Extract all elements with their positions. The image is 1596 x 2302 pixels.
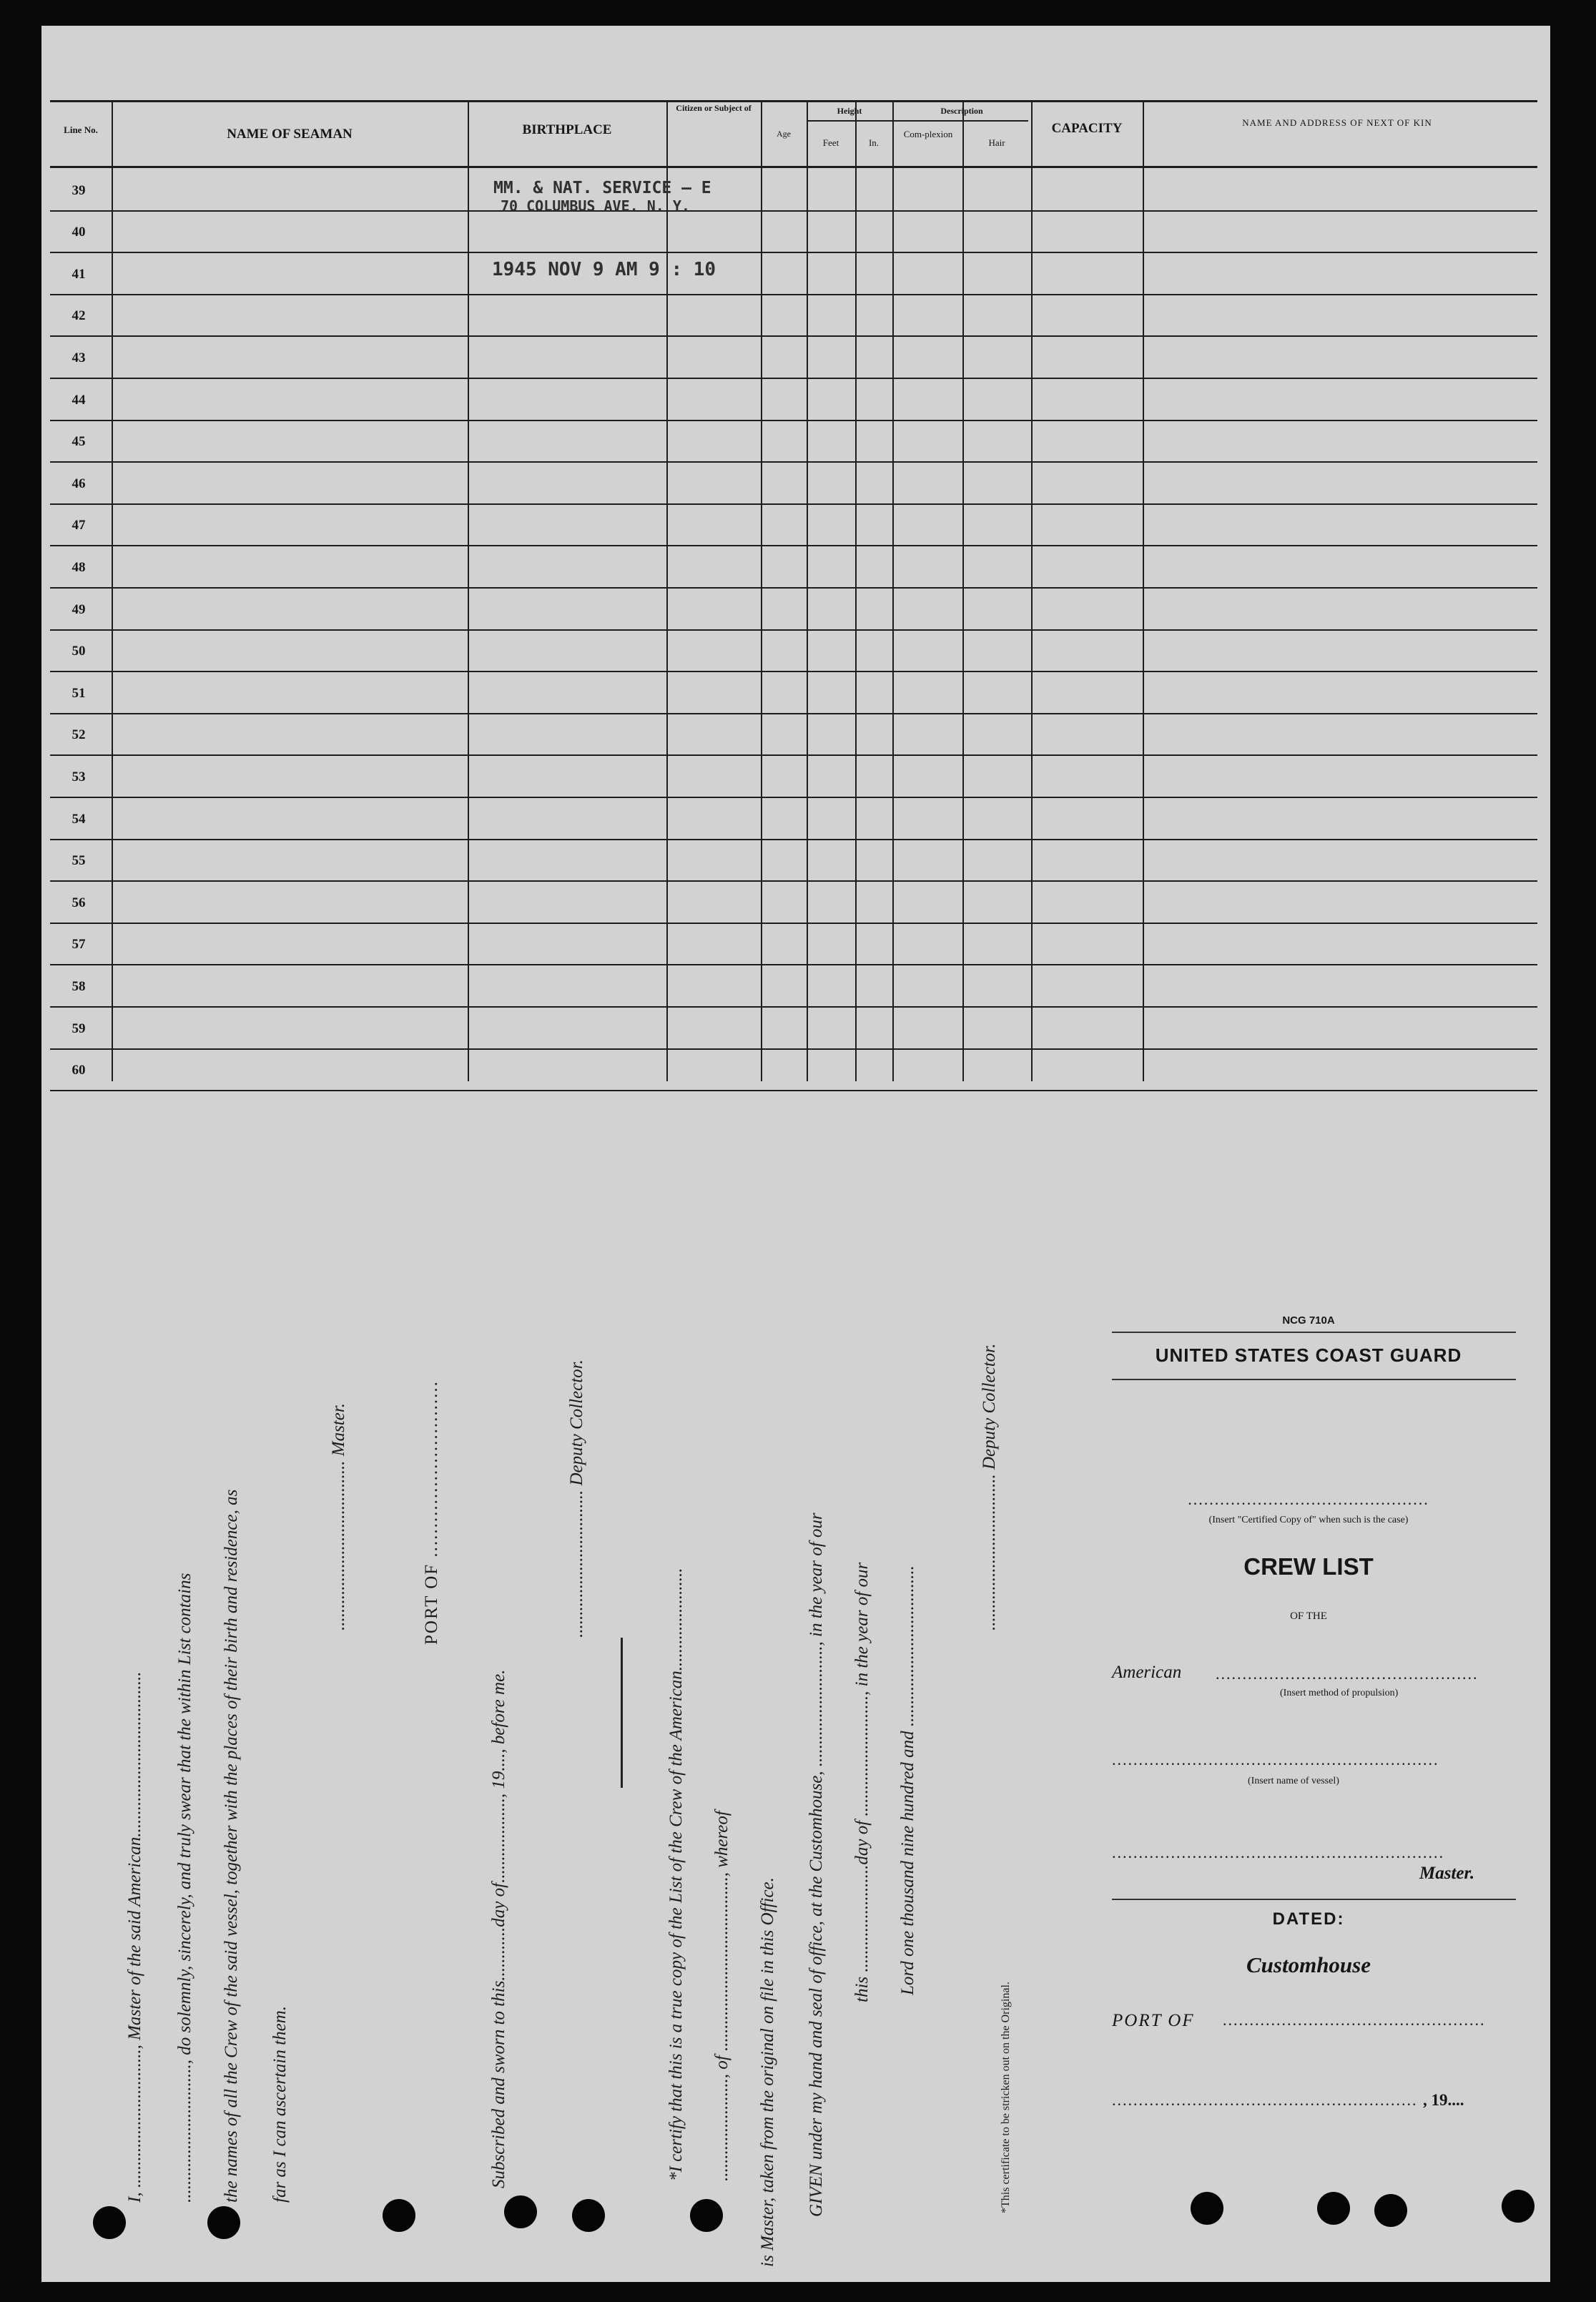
row-rule bbox=[50, 754, 1537, 756]
agency-title: UNITED STATES COAST GUARD bbox=[1155, 1344, 1462, 1366]
line-number: 50 bbox=[72, 644, 86, 659]
line-number: 51 bbox=[72, 686, 86, 701]
date-field[interactable]: ......................................................... bbox=[1112, 2091, 1418, 2109]
cert-line-3: is Master, taken from the original on file in this Office. bbox=[758, 1877, 777, 2267]
row-rule bbox=[50, 797, 1537, 798]
row-rule bbox=[50, 545, 1537, 546]
row-rule bbox=[50, 839, 1537, 840]
row-rule bbox=[50, 378, 1537, 379]
row-rule bbox=[50, 461, 1537, 463]
cert-line-2: ......................., of ......................................., whereof bbox=[712, 1811, 732, 2181]
row-rule bbox=[50, 923, 1537, 924]
header-capacity: CAPACITY bbox=[1051, 121, 1123, 136]
punch-hole bbox=[93, 2206, 126, 2239]
row-rule bbox=[50, 335, 1537, 337]
row-rule bbox=[50, 252, 1537, 253]
line-number: 45 bbox=[72, 434, 86, 449]
row-rule bbox=[50, 1048, 1537, 1050]
header-line-no: Line No. bbox=[64, 124, 98, 135]
header-complexion: Com-plexion bbox=[903, 129, 953, 139]
insert-method-note: (Insert method of propulsion) bbox=[1280, 1688, 1399, 1698]
oath-master-signature: ...................................... Master. bbox=[329, 1402, 348, 1630]
line-number: 48 bbox=[72, 560, 86, 575]
insert-certified-note: (Insert "Certified Copy of" when such is the case) bbox=[1208, 1515, 1409, 1525]
customhouse-label: Customhouse bbox=[1246, 1952, 1371, 1977]
oath-line-4: far as I can ascertain them. bbox=[270, 2006, 290, 2203]
line-number: 49 bbox=[72, 602, 86, 617]
punch-hole bbox=[1317, 2192, 1350, 2225]
header-birthplace: BIRTHPLACE bbox=[522, 122, 612, 137]
punch-hole bbox=[1502, 2190, 1535, 2223]
line-number: 44 bbox=[72, 393, 86, 408]
oath-port: PORT OF .............................. bbox=[422, 1380, 441, 1645]
header-next-of-kin: NAME AND ADDRESS OF NEXT OF KIN bbox=[1242, 117, 1432, 128]
master-field[interactable]: .............................................................. bbox=[1112, 1844, 1444, 1861]
vessel-name-field[interactable]: ............................................................. bbox=[1112, 1751, 1439, 1769]
line-number: 59 bbox=[72, 1021, 86, 1036]
punch-hole bbox=[690, 2199, 723, 2232]
punch-hole bbox=[383, 2199, 415, 2232]
header-height: Height bbox=[837, 106, 862, 116]
line-number: 56 bbox=[72, 895, 86, 910]
row-rule bbox=[50, 587, 1537, 589]
header-name: NAME OF SEAMAN bbox=[227, 127, 353, 142]
row-rule bbox=[50, 1006, 1537, 1008]
punch-hole bbox=[1374, 2194, 1407, 2227]
line-number: 54 bbox=[72, 812, 86, 827]
crew-table bbox=[50, 100, 1537, 1081]
header-inches: In. bbox=[868, 137, 880, 148]
line-number: 42 bbox=[72, 308, 86, 323]
cert-line-4: GIVEN under my hand and seal of office, at the Customhouse, ..........................., in the year of our bbox=[807, 1512, 826, 2217]
stamp-date: 1945 NOV 9 AM 9 : 10 bbox=[492, 259, 716, 280]
port-field[interactable]: ................................................. bbox=[1223, 2011, 1486, 2029]
port-of-label: PORT OF bbox=[1112, 2011, 1195, 2030]
header-citizen: Citizen or Subject of bbox=[676, 103, 752, 113]
punch-hole bbox=[207, 2206, 240, 2239]
master-label: Master. bbox=[1419, 1864, 1475, 1883]
punch-hole bbox=[1191, 2192, 1223, 2225]
propulsion-field[interactable]: ................................................. bbox=[1216, 1665, 1479, 1683]
american-label: American bbox=[1112, 1663, 1182, 1682]
stamp-line-2: 70 COLUMBUS AVE. N. Y. bbox=[501, 197, 690, 215]
line-number: 43 bbox=[72, 350, 86, 365]
oath-line-3: the names of all the Crew of the said vessel, together with the places of their birth and residence, as bbox=[222, 1489, 241, 2203]
of-the: OF THE bbox=[1290, 1610, 1327, 1622]
oath-line-2: ..............................., do solemnly, sincerely, and truly swear that the within List contains bbox=[175, 1573, 194, 2203]
row-rule bbox=[50, 503, 1537, 505]
row-rule bbox=[50, 294, 1537, 295]
punch-hole bbox=[504, 2195, 537, 2228]
oath-subscribed: Subscribed and sworn to this............day of..................., 19...., before me. bbox=[489, 1669, 508, 2188]
cert-footnote: *This certificate to be stricken out on the Original. bbox=[1000, 1982, 1012, 2213]
line-number: 57 bbox=[72, 937, 86, 952]
form-number: NCG 710A bbox=[1282, 1314, 1335, 1327]
cert-line-6: Lord one thousand nine hundred and .................................... bbox=[898, 1565, 917, 1995]
row-rule bbox=[50, 671, 1537, 672]
row-rule bbox=[50, 880, 1537, 882]
dated-label: DATED: bbox=[1272, 1909, 1345, 1929]
line-number: 40 bbox=[72, 225, 86, 240]
line-number: 53 bbox=[72, 769, 86, 784]
insert-vessel-note: (Insert name of vessel) bbox=[1248, 1776, 1339, 1786]
line-number: 55 bbox=[72, 853, 86, 868]
stamp-line-1: MM. & NAT. SERVICE — E bbox=[493, 179, 711, 197]
oath-deputy-collector: ................................. Deputy Collector. bbox=[567, 1359, 586, 1638]
divider-rule bbox=[621, 1638, 623, 1788]
punch-hole bbox=[572, 2199, 605, 2232]
line-number: 41 bbox=[72, 267, 86, 282]
row-rule bbox=[50, 713, 1537, 714]
row-rule bbox=[50, 964, 1537, 965]
line-number: 47 bbox=[72, 518, 86, 533]
header-feet: Feet bbox=[822, 137, 839, 148]
header-age: Age bbox=[777, 129, 791, 139]
row-rule bbox=[50, 420, 1537, 421]
row-rule bbox=[50, 210, 1537, 212]
line-number: 46 bbox=[72, 476, 86, 491]
line-number: 58 bbox=[72, 979, 86, 994]
cert-deputy-collector: ................................... Deputy Collector. bbox=[980, 1343, 999, 1630]
line-number: 39 bbox=[72, 183, 86, 198]
crew-list-title: CREW LIST bbox=[1243, 1553, 1374, 1580]
line-number: 52 bbox=[72, 727, 86, 742]
year-suffix: , 19.... bbox=[1423, 2091, 1464, 2109]
line-number: 60 bbox=[72, 1063, 86, 1078]
cert-line-5: this ........................day of ..........................., in the year of our bbox=[852, 1562, 872, 2002]
oath-line-1: I, ..............................., Master of the said American..................................... bbox=[125, 1671, 144, 2203]
cert-line-1: *I certify that this is a true copy of the List of the Crew of the American....................... bbox=[666, 1568, 686, 2181]
row-rule bbox=[50, 1090, 1537, 1091]
header-hair: Hair bbox=[988, 137, 1005, 148]
header-description: Description bbox=[940, 106, 983, 116]
row-rule bbox=[50, 629, 1537, 631]
certified-line: ............................................. bbox=[1188, 1490, 1429, 1508]
